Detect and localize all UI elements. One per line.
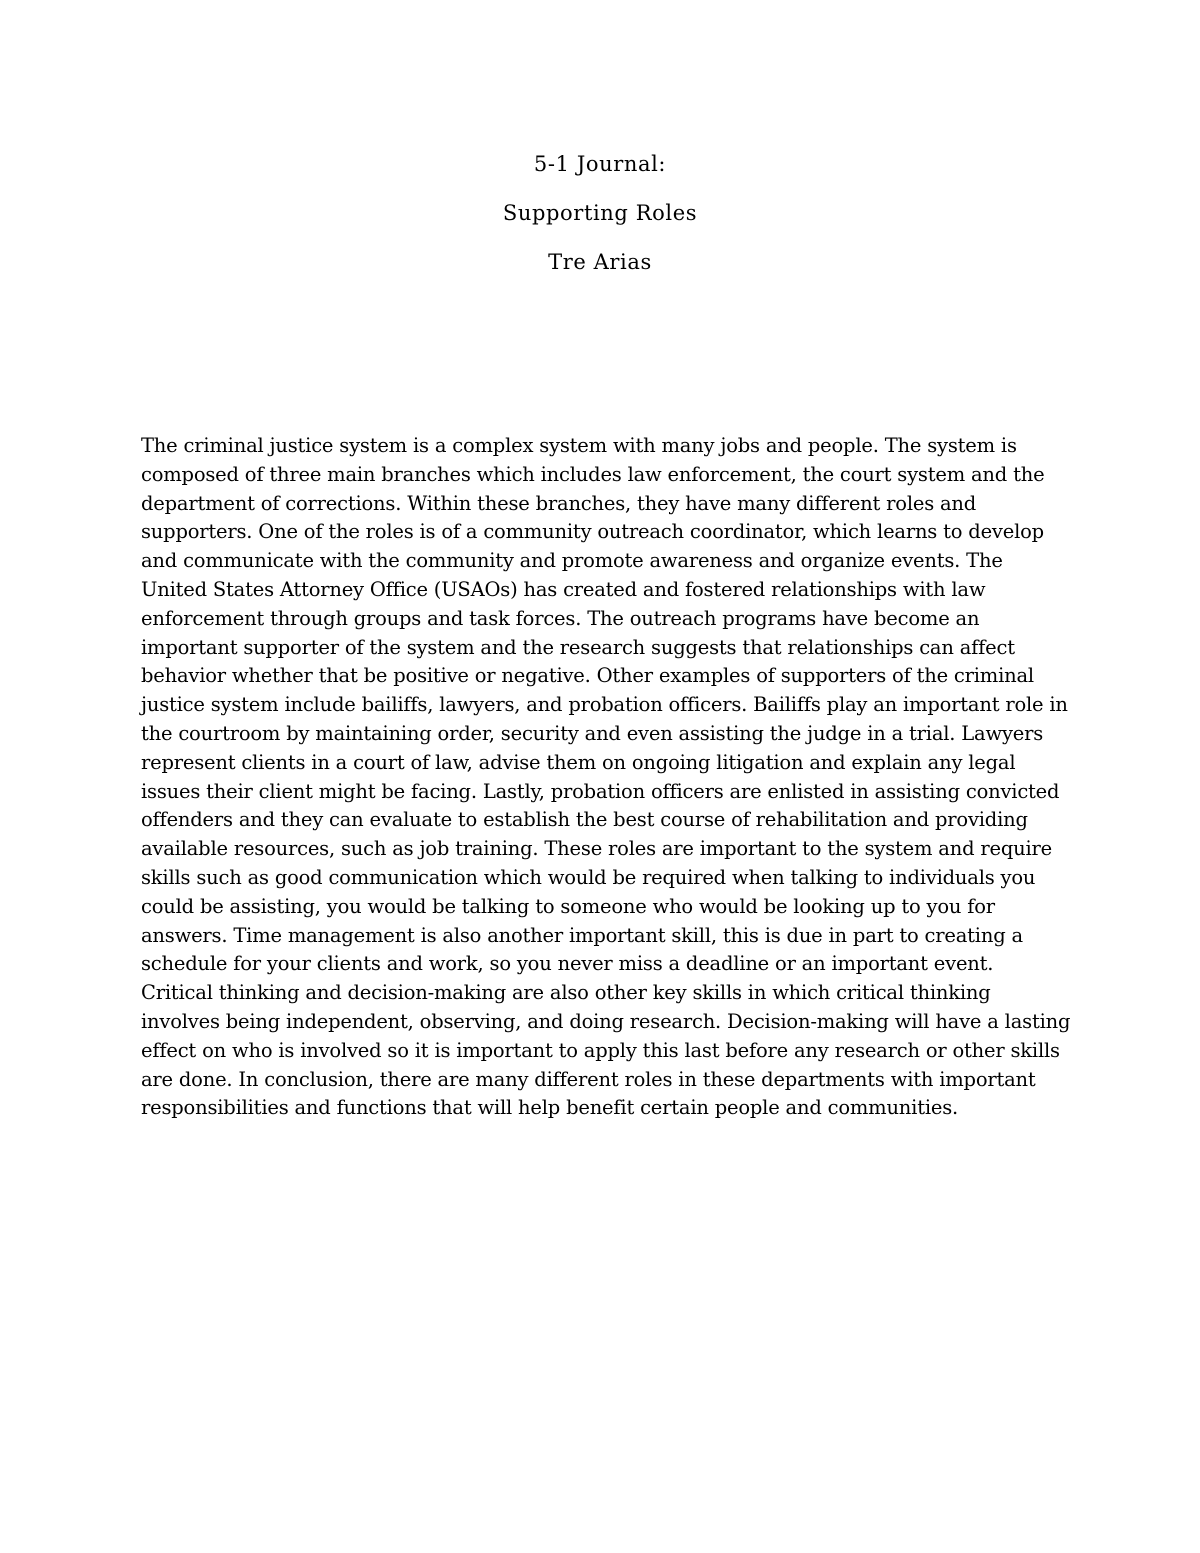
author-name: Tre Arias (548, 250, 652, 274)
title-block (0, 140, 1200, 287)
journal-subtitle: Supporting Roles (502, 201, 698, 225)
body-paragraph: The criminal justice system is a complex system with many jobs and people. The system is composed of three main branches which includes law enforcement, the court system and the department of corrections. Within these branches, they have many different roles and supporters. One of the roles is of a community outreach coordinator, which learns to develop and communicate with the community and promote awareness and organize events. The United States Attorney Office (USAOs) has created and fostered relationships with law enforcement through groups and task forces. The outreach programs have become an important supporter of the system and the research suggests that relationships can affect behavior whether that be positive or negative. Other examples of supporters of the criminal justice system include bailiffs, lawyers, and probation officers. Bailiffs play an important role in the courtroom by maintaining order, security and even assisting the judge in a trial. Lawyers represent clients in a court of law, advise them on ongoing litigation and explain any legal issues their client might be facing. Lastly, probation officers are enlisted in assisting convicted offenders and they can evaluate to establish the best course of rehabilitation and providing available resources, such as job training. These roles are important to the system and require skills such as good communication which would be required when talking to individuals you could be assisting, you would be talking to someone who would be looking up to you for answers. Time management is also another important skill, this is due in part to creating a schedule for your clients and work, so you never miss a deadline or an important event. Critical thinking and decision-making are also other key skills in which critical thinking involves being independent, observing, and doing research. Decision-making will have a lasting effect on who is involved so it is important to apply this last before any research or other skills are done. In conclusion, there are many different roles in these departments with important responsibilities and functions that will help benefit certain people and communities. (141, 434, 1071, 1120)
journal-title: 5-1 Journal: (533, 152, 667, 176)
